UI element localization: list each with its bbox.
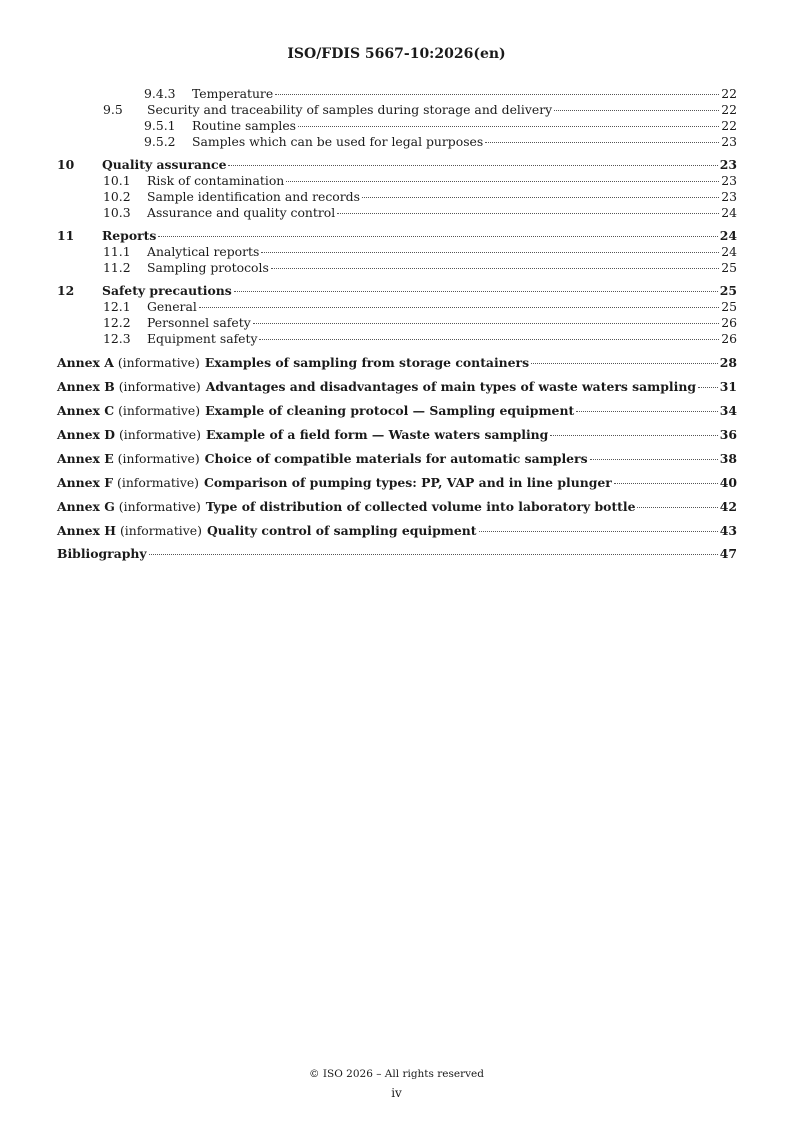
toc-entry-page: 23 <box>721 173 737 188</box>
toc-entry-title: Safety precautions <box>102 283 232 298</box>
annex-type: (informative) <box>118 499 201 514</box>
annex-type: (informative) <box>119 523 202 538</box>
toc-entry-number: 11.1 <box>103 244 131 259</box>
toc-annex-entry[interactable] <box>57 498 737 515</box>
toc-entry-number: 10 <box>57 157 75 172</box>
toc-entry-page: 26 <box>721 315 737 330</box>
toc-entry-number: 12.1 <box>103 299 131 314</box>
toc-entry-title: Temperature <box>192 86 274 101</box>
toc-leader-dots <box>228 165 717 166</box>
toc-entry-number: 10.1 <box>103 173 131 188</box>
toc-entry-number: 10.3 <box>103 205 131 220</box>
toc-entry[interactable] <box>57 157 737 173</box>
toc-entry-title: Security and traceability of samples during storage and delivery <box>147 102 553 117</box>
toc-entry-page: 25 <box>721 260 737 275</box>
toc-entry-page: 22 <box>721 86 737 101</box>
toc-entry[interactable] <box>57 118 737 134</box>
copyright-notice: © ISO 2026 – All rights reserved <box>309 1068 484 1080</box>
annex-type: (informative) <box>117 355 200 370</box>
toc-leader-dots <box>259 339 719 340</box>
toc-entry-page: 26 <box>721 331 737 346</box>
toc-entry[interactable] <box>57 189 737 205</box>
toc-entry-number: 9.5.1 <box>144 118 176 133</box>
annex-page: 34 <box>719 403 737 418</box>
annex-title: Choice of compatible materials for automatic samplers <box>204 451 588 466</box>
toc-entry-page: 23 <box>719 157 737 172</box>
toc-entry-number: 9.5.2 <box>144 134 176 149</box>
toc-entry-title: Analytical reports <box>147 244 260 259</box>
toc-entry-title: Routine samples <box>192 118 297 133</box>
toc-entry-number: 12 <box>57 283 75 298</box>
toc-leader-dots <box>698 387 718 388</box>
annex-page: 43 <box>719 523 737 538</box>
annex-label: Annex B <box>57 379 115 394</box>
toc-entry-title: Samples which can be used for legal purposes <box>192 134 484 149</box>
toc-entry-page: 24 <box>721 244 737 259</box>
toc-entry-number: 12.3 <box>103 331 131 346</box>
annex-title: Example of cleaning protocol — Sampling equipment <box>205 403 575 418</box>
toc-entry[interactable] <box>57 228 737 244</box>
toc-entry-number: 12.2 <box>103 315 131 330</box>
toc-leader-dots <box>362 197 719 198</box>
toc-entry-number: 11 <box>57 228 75 243</box>
toc-leader-dots <box>158 236 717 237</box>
toc-leader-dots <box>554 110 719 111</box>
toc-entry[interactable] <box>57 205 737 221</box>
annex-title: Quality control of sampling equipment <box>206 523 477 538</box>
toc-entry-title: General <box>147 299 197 314</box>
toc-leader-dots <box>479 531 718 532</box>
toc-leader-dots <box>337 213 719 214</box>
toc-annex-entry[interactable] <box>57 378 737 395</box>
toc-leader-dots <box>234 291 718 292</box>
toc-entry[interactable] <box>57 244 737 260</box>
toc-entry-page: 23 <box>721 189 737 204</box>
toc-leader-dots <box>531 363 718 364</box>
toc-leader-dots <box>614 483 718 484</box>
annex-title: Examples of sampling from storage containers <box>204 355 530 370</box>
toc-leader-dots <box>576 411 718 412</box>
toc-leader-dots <box>590 459 718 460</box>
toc-leader-dots <box>286 181 719 182</box>
toc-entry[interactable] <box>57 283 737 299</box>
toc-bibliography-entry[interactable] <box>57 546 737 562</box>
toc-leader-dots <box>199 307 719 308</box>
toc-entry-page: 25 <box>719 283 737 298</box>
toc-entry-title: Quality assurance <box>102 157 227 172</box>
toc-entry-page: 23 <box>721 134 737 149</box>
annex-type: (informative) <box>117 451 200 466</box>
bibliography-page: 47 <box>719 546 737 561</box>
toc-entry-title: Sampling protocols <box>147 260 269 275</box>
toc-leader-dots <box>271 268 719 269</box>
toc-annex-entry[interactable] <box>57 450 737 467</box>
toc-entry-number: 9.4.3 <box>144 86 176 101</box>
toc-entry-page: 24 <box>719 228 737 243</box>
toc-entry[interactable] <box>57 86 737 102</box>
annex-label: Annex G <box>57 499 115 514</box>
annex-title: Comparison of pumping types: PP, VAP and in line plunger <box>204 475 612 490</box>
toc-entry-number: 10.2 <box>103 189 131 204</box>
annex-type: (informative) <box>118 403 201 418</box>
toc-entry-title: Reports <box>102 228 157 243</box>
annex-type: (informative) <box>118 379 201 394</box>
toc-entry[interactable] <box>57 102 737 118</box>
toc-leader-dots <box>275 94 719 95</box>
annex-label: Annex F <box>57 475 114 490</box>
toc-annex-entry[interactable] <box>57 402 737 419</box>
toc-entry[interactable] <box>57 299 737 315</box>
toc-leader-dots <box>637 507 717 508</box>
toc-entry-page: 25 <box>721 299 737 314</box>
toc-leader-dots <box>253 323 720 324</box>
annex-label: Annex D <box>57 427 115 442</box>
toc-entry-number: 9.5 <box>103 102 123 117</box>
annex-label: Annex H <box>57 523 116 538</box>
annex-page: 38 <box>719 451 737 466</box>
toc-entry-page: 22 <box>721 118 737 133</box>
annex-title: Example of a field form — Waste waters sampling <box>205 427 549 442</box>
annex-type: (informative) <box>118 427 201 442</box>
toc-entry[interactable] <box>57 260 737 276</box>
toc-entry-page: 22 <box>721 102 737 117</box>
annex-page: 42 <box>719 499 737 514</box>
annex-label: Annex E <box>57 451 114 466</box>
toc-leader-dots <box>298 126 719 127</box>
toc-entry-title: Equipment safety <box>147 331 258 346</box>
toc-entry[interactable] <box>57 331 737 347</box>
toc-entry-title: Sample identification and records <box>147 189 360 204</box>
toc-entry[interactable] <box>57 134 737 150</box>
bibliography-title: Bibliography <box>57 546 147 561</box>
toc-leader-dots <box>149 554 718 555</box>
annex-type: (informative) <box>117 475 200 490</box>
table-of-contents <box>57 86 737 562</box>
toc-entry-title: Risk of contamination <box>147 173 285 188</box>
annex-title: Type of distribution of collected volume into laboratory bottle <box>205 499 636 514</box>
toc-entry-number: 11.2 <box>103 260 131 275</box>
toc-entry[interactable] <box>57 315 737 331</box>
toc-entry-title: Personnel safety <box>147 315 251 330</box>
annex-page: 36 <box>719 427 737 442</box>
toc-entry[interactable] <box>57 173 737 189</box>
toc-entry-page: 24 <box>721 205 737 220</box>
page-number: iv <box>391 1086 402 1100</box>
toc-annex-entry[interactable] <box>57 522 737 539</box>
toc-annex-entry[interactable] <box>57 474 737 491</box>
toc-annex-entry[interactable] <box>57 354 737 371</box>
toc-entry-title: Assurance and quality control <box>147 205 336 220</box>
annex-page: 31 <box>719 379 737 394</box>
annex-page: 40 <box>719 475 737 490</box>
toc-leader-dots <box>261 252 719 253</box>
toc-leader-dots <box>485 142 719 143</box>
annex-page: 28 <box>719 355 737 370</box>
annex-title: Advantages and disadvantages of main types of waste waters sampling <box>205 379 697 394</box>
document-header: ISO/FDIS 5667-10:2026(en) <box>287 46 506 62</box>
annex-label: Annex A <box>57 355 114 370</box>
toc-leader-dots <box>550 435 717 436</box>
toc-annex-entry[interactable] <box>57 426 737 443</box>
annex-label: Annex C <box>57 403 115 418</box>
